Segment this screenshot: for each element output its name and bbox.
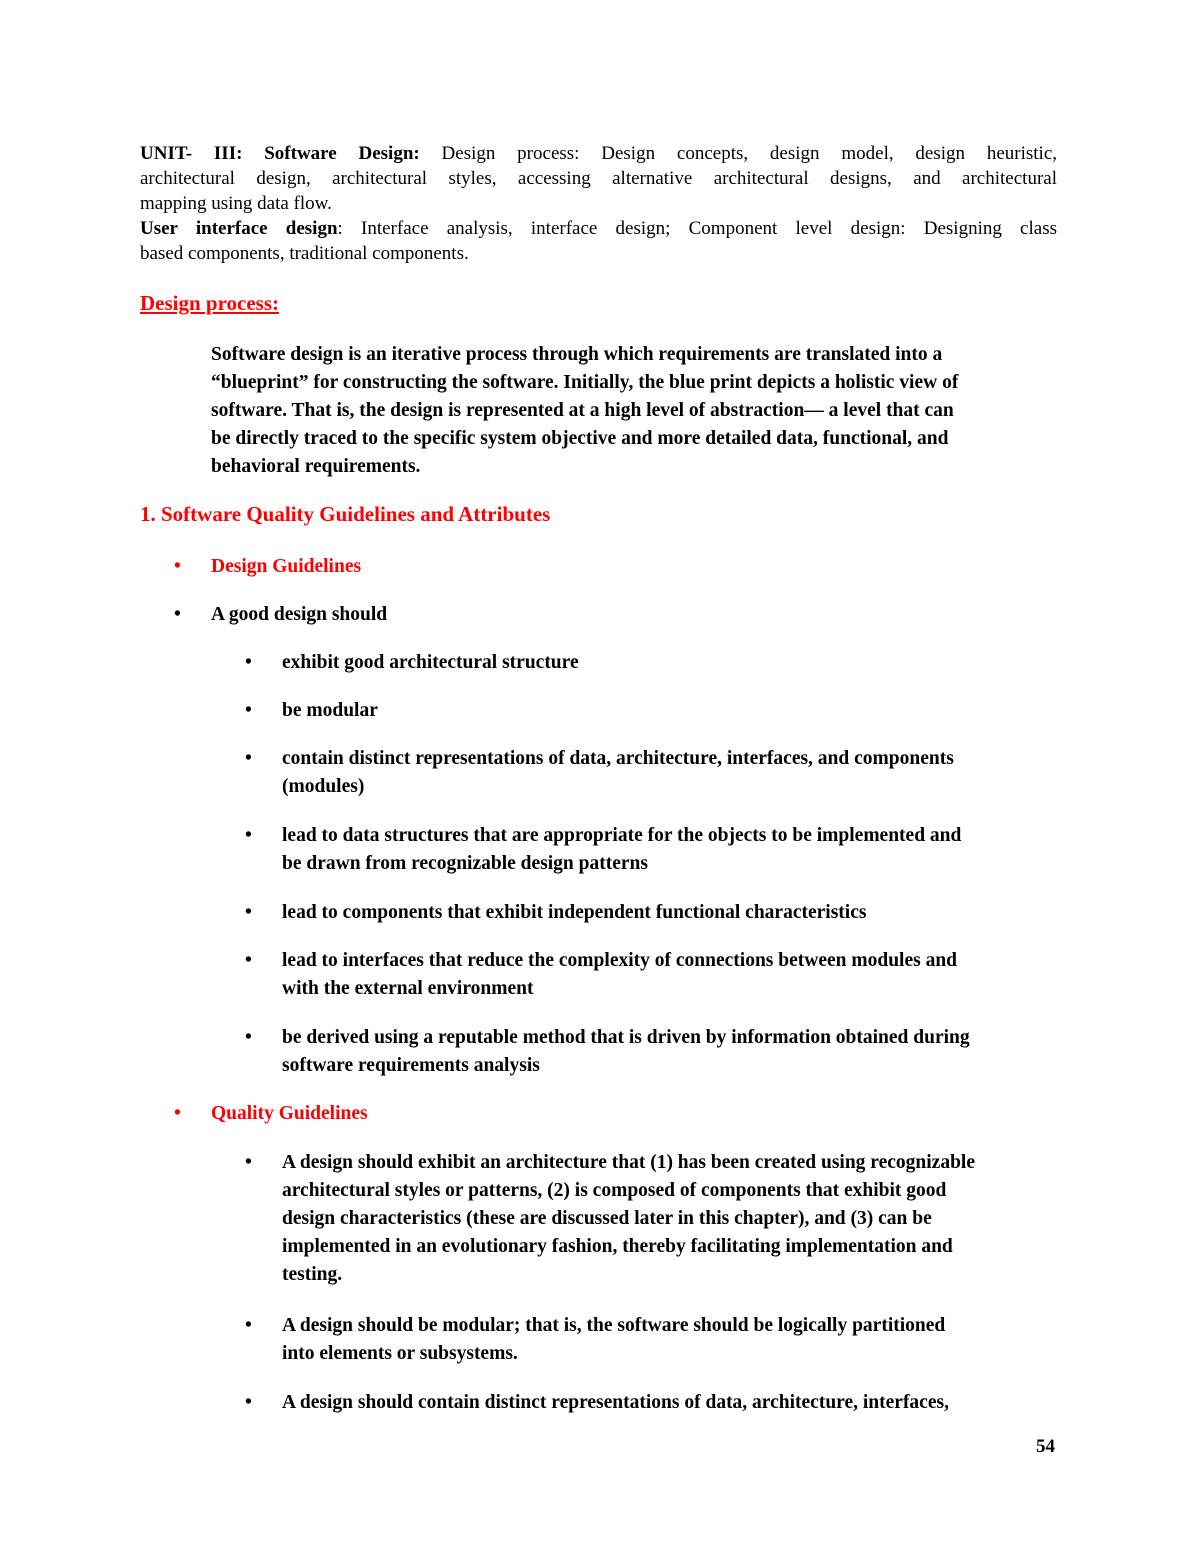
unit-topics-1: Design process: Design concepts, design model, design heuristic, <box>419 143 1057 164</box>
good-design-item-line: software requirements analysis <box>282 1055 540 1076</box>
section-1-heading: 1. Software Quality Guidelines and Attributes <box>140 502 551 526</box>
bullet-dot: • <box>245 825 252 846</box>
quality-item-line: A design should contain distinct representations of data, architecture, interfaces, <box>282 1392 949 1413</box>
bullet-dot: • <box>174 1103 181 1124</box>
bullet-dot: • <box>245 700 252 721</box>
good-design-item-line: be modular <box>282 700 378 721</box>
good-design-item-line: lead to interfaces that reduce the complexity of connections between modules and <box>282 950 958 971</box>
good-design-item-line: lead to components that exhibit independent functional characteristics <box>282 902 867 923</box>
bullet-dot: • <box>245 652 252 673</box>
quality-item-line: into elements or subsystems. <box>282 1343 518 1364</box>
good-design-item-line: be derived using a reputable method that is driven by information obtained during <box>282 1027 970 1048</box>
good-design-label: A good design should <box>211 604 388 625</box>
good-design-item-line: with the external environment <box>282 978 534 999</box>
design-process-line: “blueprint” for constructing the software. Initially, the blue print depicts a holistic view of <box>211 372 959 393</box>
bullet-dot: • <box>245 950 252 971</box>
quality-item-line: implemented in an evolutionary fashion, thereby facilitating implementation and <box>282 1236 953 1257</box>
ui-line-2: based components, traditional components. <box>140 243 469 264</box>
bullet-dot: • <box>245 1027 252 1048</box>
design-process-line: behavioral requirements. <box>211 456 421 477</box>
bullet-dot: • <box>174 604 181 625</box>
page-number: 54 <box>1036 1436 1055 1457</box>
good-design-item-line: exhibit good architectural structure <box>282 652 579 673</box>
quality-item-line: testing. <box>282 1264 343 1285</box>
good-design-item-line: be drawn from recognizable design patterns <box>282 853 648 874</box>
bullet-dot: • <box>245 1152 252 1173</box>
good-design-item-line: lead to data structures that are appropriate for the objects to be implemented and <box>282 825 962 846</box>
quality-item-line: A design should exhibit an architecture that (1) has been created using recognizable <box>282 1152 975 1173</box>
bullet-dot: • <box>245 902 252 923</box>
quality-guidelines-label: Quality Guidelines <box>211 1103 368 1124</box>
unit-line-1 <box>140 141 1057 166</box>
ui-label: User interface design <box>140 218 338 239</box>
design-process-heading: Design process: <box>140 291 280 315</box>
unit-line-2: architectural design, architectural styles, accessing alternative architectural designs, and architectural <box>140 168 1057 189</box>
design-guidelines-label: Design Guidelines <box>211 556 362 577</box>
ui-line-1 <box>140 216 1057 241</box>
quality-item-line: A design should be modular; that is, the software should be logically partitioned <box>282 1315 946 1336</box>
unit-label: UNIT- III: Software Design: <box>140 143 420 164</box>
quality-item-line: architectural styles or patterns, (2) is composed of components that exhibit good <box>282 1180 947 1201</box>
unit-line-3: mapping using data flow. <box>140 193 332 214</box>
good-design-item-line: contain distinct representations of data, architecture, interfaces, and components <box>282 748 954 769</box>
good-design-item-line: (modules) <box>282 776 365 797</box>
design-process-line: be directly traced to the specific system objective and more detailed data, functional, and <box>211 428 949 449</box>
bullet-dot: • <box>245 1392 252 1413</box>
design-process-line: software. That is, the design is represented at a high level of abstraction— a level that can <box>211 400 954 421</box>
design-process-line: Software design is an iterative process through which requirements are translated into a <box>211 344 943 365</box>
quality-item-line: design characteristics (these are discussed later in this chapter), and (3) can be <box>282 1208 932 1229</box>
bullet-dot: • <box>245 1315 252 1336</box>
bullet-dot: • <box>174 556 181 577</box>
ui-topics-1: : Interface analysis, interface design; Component level design: Designing class <box>337 218 1057 239</box>
bullet-dot: • <box>245 748 252 769</box>
